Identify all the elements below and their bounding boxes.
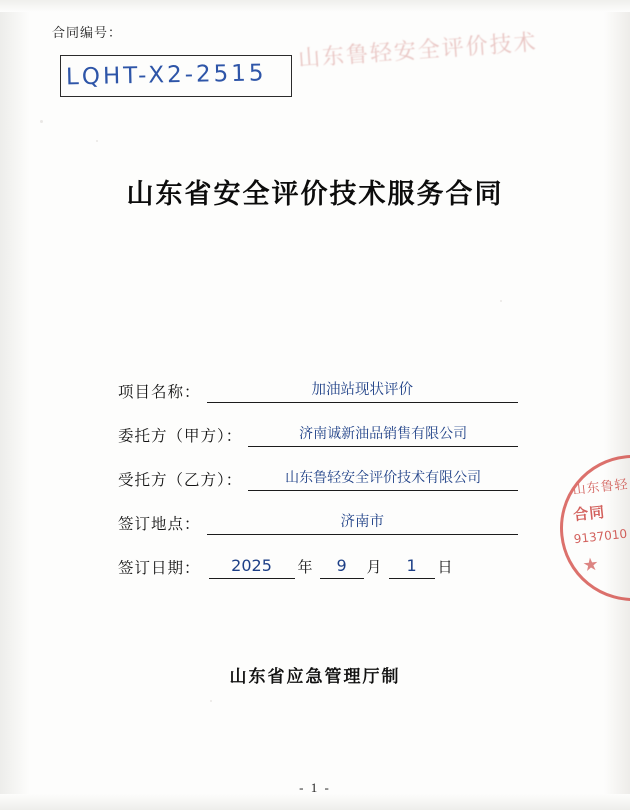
- field-label: 签订地点：: [118, 515, 201, 533]
- issuing-authority: 山东省应急管理厅制: [229, 667, 401, 687]
- date-year-value: 2025: [209, 554, 295, 579]
- faint-stamp-imprint: 山东鲁轻安全评价技术: [297, 30, 539, 73]
- date-day-value: 1: [389, 554, 435, 579]
- paper-speck: [40, 120, 43, 123]
- page-title: 山东省安全评价技术服务合同: [126, 179, 504, 210]
- scan-edge-top: [0, 0, 630, 12]
- scan-edge-bottom: [0, 794, 630, 810]
- field-client: [118, 422, 518, 466]
- seal-star-icon: ★: [581, 553, 601, 577]
- field-project-name: [118, 378, 518, 422]
- field-value: 济南诚新油品销售有限公司: [248, 422, 518, 447]
- seal-line-3: 9137010: [573, 526, 628, 547]
- scan-edge-right: [604, 0, 630, 810]
- field-signing-place: [118, 510, 518, 554]
- paper-speck: [210, 700, 212, 702]
- contract-number-label: 合同编号：: [52, 25, 123, 40]
- seal-line-2: 合同: [572, 502, 607, 525]
- seal-line-1: 山东鲁轻: [571, 477, 630, 499]
- contract-fields: [118, 378, 518, 600]
- field-value: 济南市: [207, 510, 518, 535]
- page-number: - 1 -: [299, 780, 331, 795]
- date-month-value: 9: [320, 554, 364, 579]
- paper-speck: [96, 140, 98, 142]
- field-contractor: [118, 466, 518, 510]
- date-day-unit: 日: [437, 558, 453, 576]
- field-value: 山东鲁轻安全评价技术有限公司: [248, 466, 518, 491]
- date-month-unit: 月: [366, 558, 382, 576]
- field-label: 签订日期：: [118, 559, 201, 577]
- field-value: 加油站现状评价: [207, 378, 518, 403]
- field-label: 受托方（乙方）：: [118, 471, 243, 489]
- paper-speck: [500, 300, 502, 302]
- field-label: 项目名称：: [118, 383, 201, 401]
- contract-number-handwritten: LQHT-X2-2515: [65, 60, 267, 91]
- scan-edge-left: [0, 0, 30, 810]
- field-label: 委托方（甲方）：: [118, 427, 243, 445]
- date-year-unit: 年: [297, 558, 313, 576]
- field-signing-date: [118, 554, 518, 600]
